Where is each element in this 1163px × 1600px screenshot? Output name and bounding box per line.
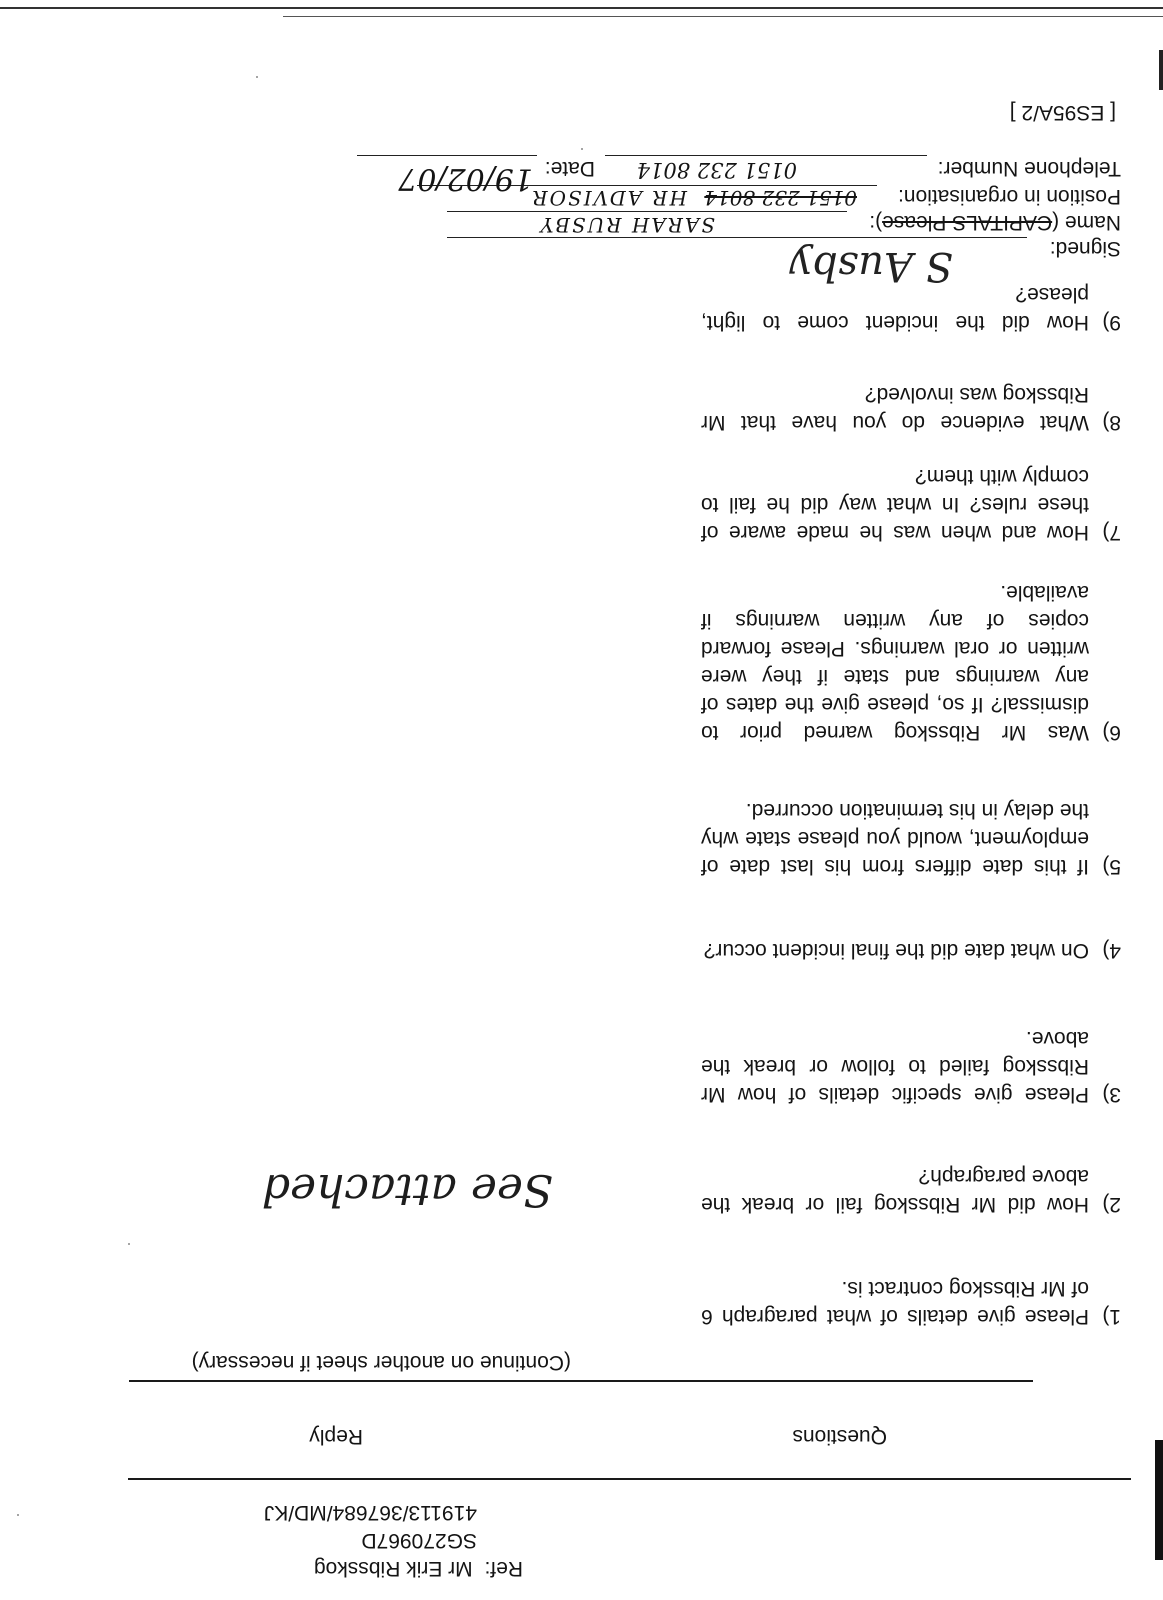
question-5-text: If this date differs from his last date of employment, would you please state why the delay in his termination occurred. [701, 799, 1089, 878]
ref-block [314, 1554, 523, 1582]
question-8-text: What evidence do you have that Mr Ribsskog was involved? [701, 383, 1089, 434]
signature: S Ausby [789, 243, 953, 289]
scan-speck [17, 1514, 19, 1516]
header-top-rule [128, 1478, 1131, 1480]
question-4-text: On what date did the final incident occur? [703, 939, 1089, 962]
name-value: SARAH RUSBY [538, 213, 715, 237]
position-value: HR ADVISOR [530, 186, 687, 210]
question-8-number: 8) [1102, 411, 1121, 434]
ref-reference-code: 419113/367684/MD/KJ [263, 1501, 477, 1524]
scan-speck [256, 76, 258, 78]
telephone-label: Telephone Number: [937, 157, 1121, 180]
signature-line [447, 237, 1027, 238]
question-2-text: How did Mr Ribsskog fail or break the above paragraph? [701, 1165, 1089, 1216]
name-label-struck: CAPITALS Please [882, 211, 1053, 234]
continue-note: (Continue on another sheet if necessary) [191, 1351, 571, 1374]
question-4-number: 4) [1102, 939, 1121, 962]
scan-edge-shadow [1155, 1440, 1163, 1560]
ref-case-number: SG270967D [361, 1529, 477, 1552]
name-label-prefix: Name ( [1052, 211, 1121, 234]
signed-label: Signed: [1049, 237, 1121, 260]
question-8 [701, 380, 1121, 436]
question-2 [701, 1162, 1121, 1218]
date-line [357, 155, 537, 156]
name-label [869, 208, 1121, 236]
question-1 [701, 1274, 1121, 1330]
question-9-text: How did the incident come to light, please? [701, 283, 1089, 334]
question-4 [701, 936, 1121, 964]
scan-edge-mark [1159, 50, 1163, 90]
question-1-number: 1) [1102, 1305, 1121, 1328]
ref-name: Mr Erik Ribsskog [313, 1557, 473, 1580]
question-3-text: Please give specific details of how Mr Ribsskog failed to follow or break the above. [701, 1027, 1089, 1106]
question-9-number: 9) [1102, 311, 1121, 334]
reply-handwritten: See attached [261, 1164, 553, 1215]
questions-column-header: Questions [792, 1425, 887, 1448]
question-7 [701, 462, 1121, 546]
question-6-number: 6) [1102, 721, 1121, 744]
question-5 [701, 796, 1121, 880]
question-5-number: 5) [1102, 855, 1121, 878]
question-3 [701, 1024, 1121, 1108]
telephone-value: 0151 232 8014 [636, 158, 797, 182]
question-2-number: 2) [1102, 1193, 1121, 1216]
scan-speck [128, 1243, 130, 1245]
scan-edge-line [0, 7, 1163, 9]
scan-edge-line-inner [283, 16, 1163, 17]
question-6-text: Was Mr Ribsskog warned prior to dismissal? If so, please give the dates of any warnings and state if they were written or oral warnings. Please forward copies of any written warnings if available. [701, 581, 1089, 744]
reply-column-header: Reply [309, 1425, 363, 1448]
question-7-text: How and when was he made aware of these rules? In what way did he fail to comply with them? [701, 465, 1089, 544]
date-value: 19/02/07 [398, 161, 533, 196]
question-7-number: 7) [1102, 521, 1121, 544]
position-struck: 0151 232 8014 [704, 186, 857, 210]
scan-speck [581, 148, 583, 150]
question-1-text: Please give details of what paragraph 6 of Mr Ribsskog contract is. [701, 1277, 1089, 1328]
position-label: Position in organisation: [898, 185, 1121, 208]
date-label: Date: [544, 157, 595, 180]
name-label-suffix: ): [869, 211, 883, 234]
question-3-number: 3) [1102, 1083, 1121, 1106]
ref-label: Ref: [484, 1557, 523, 1580]
question-6 [701, 578, 1121, 746]
form-code: [ ES95A/2 ] [1009, 101, 1116, 124]
header-bottom-rule [129, 1380, 1033, 1382]
